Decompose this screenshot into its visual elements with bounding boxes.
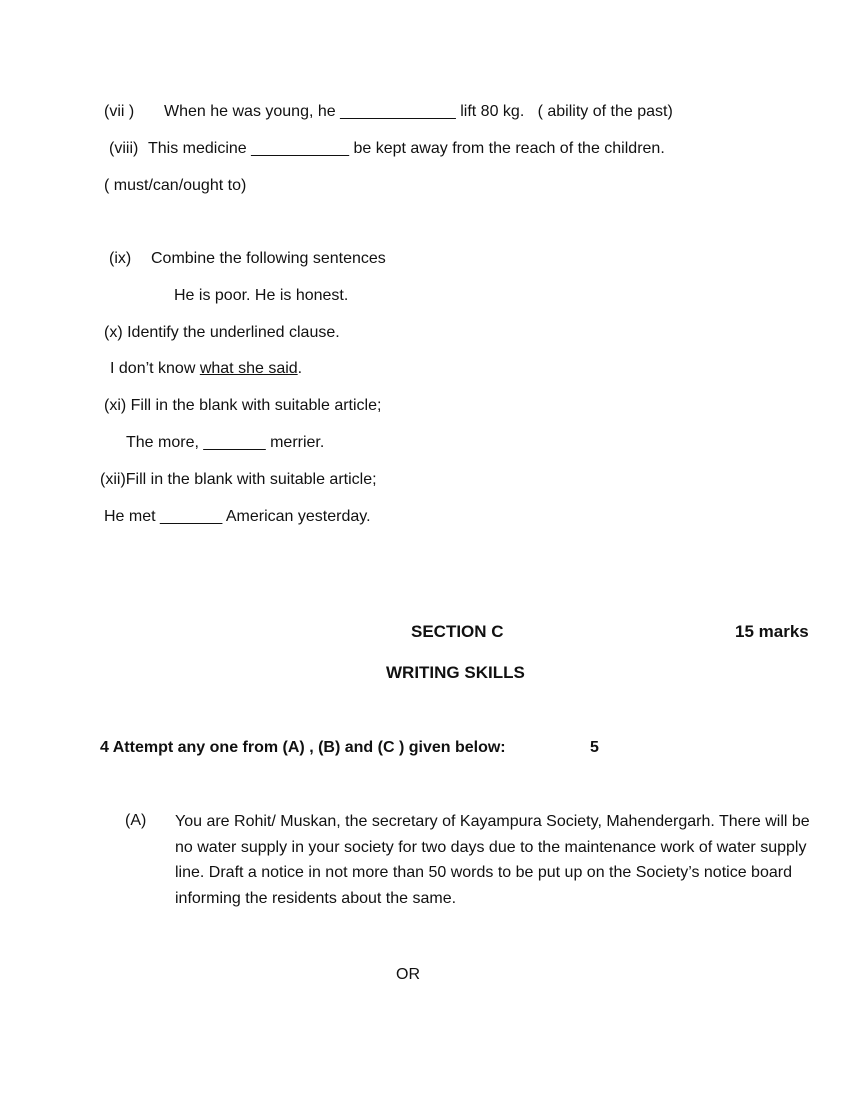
- q10-sentence-before: I don’t know: [110, 360, 200, 377]
- q8-number: (viii): [109, 140, 139, 157]
- q9-text: Combine the following sentences: [151, 250, 386, 267]
- q10-text: (x) Identify the underlined clause.: [104, 324, 340, 341]
- option-a-text: You are Rohit/ Muskan, the secretary of Kayampura Society, Mahendergarh. There will be no water supply in your society for two days due to the maintenance work of water supply line. Draft a notice in not more than 50 words to be put up on the Society’s notice board informing the residents about the same.: [175, 813, 810, 907]
- q10-sentence: [110, 359, 302, 379]
- q10-sentence-after: .: [297, 360, 303, 377]
- q11-sentence: The more, _______ merrier.: [126, 434, 325, 451]
- q12-text: (xii)Fill in the blank with suitable article;: [100, 471, 377, 488]
- q7-text: When he was young, he _____________ lift 80 kg. ( ability of the past): [164, 103, 673, 120]
- underlined-clause: what she said: [199, 360, 298, 377]
- or-separator: OR: [396, 966, 420, 983]
- q12-sentence: He met _______ American yesterday.: [104, 508, 371, 525]
- q4-heading: 4 Attempt any one from (A) , (B) and (C ) given below:: [100, 739, 506, 756]
- q8-text: This medicine ___________ be kept away from the reach of the children.: [148, 140, 665, 157]
- q11-text: (xi) Fill in the blank with suitable article;: [104, 397, 382, 414]
- q9-number: (ix): [109, 250, 132, 267]
- option-a-label: (A): [125, 812, 147, 829]
- section-subtitle: WRITING SKILLS: [386, 663, 525, 682]
- section-marks: 15 marks: [735, 622, 809, 641]
- q9-sentence: He is poor. He is honest.: [174, 287, 349, 304]
- q8-options: ( must/can/ought to): [104, 177, 247, 194]
- section-title: SECTION C: [411, 622, 504, 641]
- q7-number: (vii ): [104, 103, 135, 120]
- q4-marks: 5: [590, 739, 599, 756]
